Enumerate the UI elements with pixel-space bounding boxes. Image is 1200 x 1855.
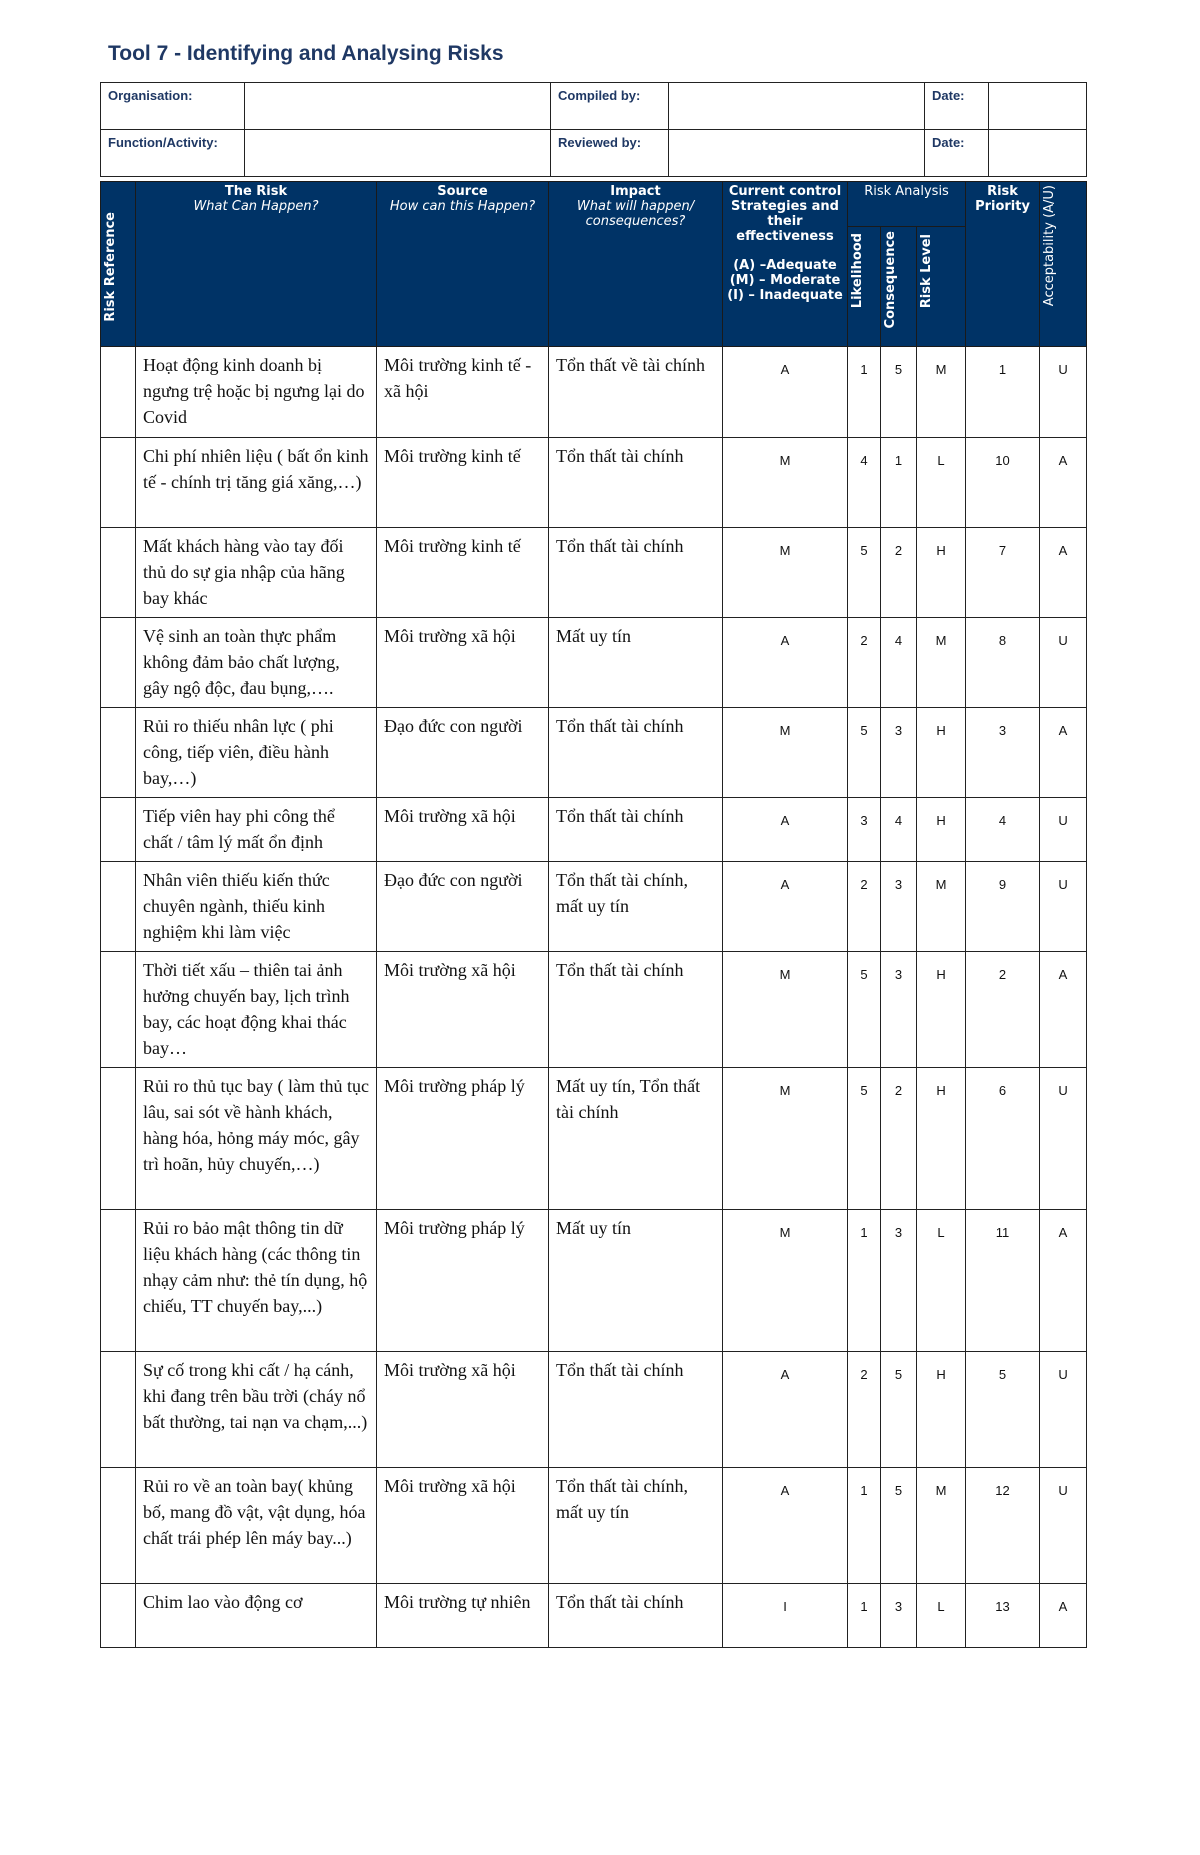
impact-cell: Mất uy tín bbox=[549, 1210, 723, 1352]
risk-reference-cell bbox=[101, 438, 136, 528]
date-field[interactable] bbox=[989, 83, 1087, 130]
col-risk-level: Risk Level bbox=[917, 226, 966, 346]
acceptability-cell: A bbox=[1040, 528, 1087, 618]
control-rating-cell: M bbox=[723, 1210, 848, 1352]
risk-priority-cell: 4 bbox=[966, 798, 1040, 862]
col-impact-subtitle: What will happen/ consequences? bbox=[576, 199, 695, 229]
risk-reference-cell bbox=[101, 1210, 136, 1352]
control-rating-cell: A bbox=[723, 798, 848, 862]
review-date-field[interactable] bbox=[989, 130, 1087, 177]
consequence-cell: 3 bbox=[881, 1584, 917, 1648]
likelihood-cell: 3 bbox=[848, 798, 881, 862]
reviewed-by-label: Reviewed by: bbox=[551, 130, 669, 177]
risk-priority-cell: 8 bbox=[966, 618, 1040, 708]
likelihood-cell: 1 bbox=[848, 347, 881, 438]
col-the-risk-subtitle: What Can Happen? bbox=[193, 199, 319, 214]
acceptability-cell: U bbox=[1040, 862, 1087, 952]
col-source-title: Source bbox=[437, 184, 488, 199]
function-activity-label: Function/Activity: bbox=[101, 130, 245, 177]
risk-row bbox=[101, 1210, 1087, 1352]
consequence-cell: 5 bbox=[881, 1468, 917, 1584]
risk-cell: Sự cố trong khi cất / hạ cánh, khi đang trên bầu trời (cháy nổ bất thường, tai nạn va chạm,...) bbox=[136, 1352, 377, 1468]
likelihood-cell: 1 bbox=[848, 1468, 881, 1584]
acceptability-cell: U bbox=[1040, 798, 1087, 862]
impact-cell: Tổn thất tài chính bbox=[549, 1584, 723, 1648]
col-likelihood: Likelihood bbox=[848, 226, 881, 346]
impact-cell: Tổn thất về tài chính bbox=[549, 347, 723, 438]
risk-cell: Vệ sinh an toàn thực phẩm không đảm bảo chất lượng, gây ngộ độc, đau bụng,…. bbox=[136, 618, 377, 708]
compiled-by-field[interactable] bbox=[669, 83, 925, 130]
source-cell: Môi trường pháp lý bbox=[377, 1210, 549, 1352]
consequence-cell: 5 bbox=[881, 347, 917, 438]
risk-level-cell: H bbox=[917, 528, 966, 618]
consequence-cell: 2 bbox=[881, 528, 917, 618]
risk-reference-cell bbox=[101, 798, 136, 862]
source-cell: Đạo đức con người bbox=[377, 862, 549, 952]
col-risk-priority: Risk Priority bbox=[966, 182, 1040, 347]
risk-reference-cell bbox=[101, 1068, 136, 1210]
acceptability-cell: A bbox=[1040, 952, 1087, 1068]
source-cell: Môi trường tự nhiên bbox=[377, 1584, 549, 1648]
risk-level-cell: H bbox=[917, 952, 966, 1068]
control-rating-cell: A bbox=[723, 862, 848, 952]
function-activity-field[interactable] bbox=[245, 130, 551, 177]
col-controls-inadequate: (I) – Inadequate bbox=[727, 288, 843, 303]
reviewed-by-field[interactable] bbox=[669, 130, 925, 177]
acceptability-cell: U bbox=[1040, 1068, 1087, 1210]
col-risk-analysis: Risk Analysis bbox=[848, 182, 966, 227]
risk-priority-cell: 10 bbox=[966, 438, 1040, 528]
risk-level-cell: M bbox=[917, 618, 966, 708]
risk-level-cell: H bbox=[917, 1352, 966, 1468]
impact-cell: Tổn thất tài chính bbox=[549, 1352, 723, 1468]
control-rating-cell: I bbox=[723, 1584, 848, 1648]
risk-cell: Mất khách hàng vào tay đối thủ do sự gia nhập của hãng bay khác bbox=[136, 528, 377, 618]
date-label: Date: bbox=[925, 83, 989, 130]
source-cell: Môi trường xã hội bbox=[377, 952, 549, 1068]
consequence-cell: 1 bbox=[881, 438, 917, 528]
control-rating-cell: A bbox=[723, 1352, 848, 1468]
risk-level-cell: L bbox=[917, 1210, 966, 1352]
risk-row bbox=[101, 862, 1087, 952]
impact-cell: Tổn thất tài chính, mất uy tín bbox=[549, 1468, 723, 1584]
risk-reference-cell bbox=[101, 1468, 136, 1584]
header-row-2 bbox=[101, 130, 1087, 177]
control-rating-cell: M bbox=[723, 952, 848, 1068]
risk-priority-cell: 7 bbox=[966, 528, 1040, 618]
likelihood-cell: 2 bbox=[848, 862, 881, 952]
likelihood-cell: 5 bbox=[848, 952, 881, 1068]
risk-level-cell: H bbox=[917, 798, 966, 862]
col-risk-reference: Risk Reference bbox=[101, 182, 136, 347]
source-cell: Môi trường xã hội bbox=[377, 798, 549, 862]
control-rating-cell: M bbox=[723, 438, 848, 528]
source-cell: Môi trường kinh tế - xã hội bbox=[377, 347, 549, 438]
col-controls-adequate: (A) –Adequate bbox=[733, 258, 837, 273]
risk-priority-cell: 12 bbox=[966, 1468, 1040, 1584]
risk-cell: Hoạt động kinh doanh bị ngưng trệ hoặc bị ngưng lại do Covid bbox=[136, 347, 377, 438]
risk-cell: Rủi ro bảo mật thông tin dữ liệu khách hàng (các thông tin nhạy cảm như: thẻ tín dụng, hộ chiếu, TT chuyến bay,...) bbox=[136, 1210, 377, 1352]
risk-cell: Chim lao vào động cơ bbox=[136, 1584, 377, 1648]
risk-reference-cell bbox=[101, 347, 136, 438]
source-cell: Môi trường xã hội bbox=[377, 618, 549, 708]
likelihood-cell: 5 bbox=[848, 1068, 881, 1210]
risk-cell: Rủi ro thiếu nhân lực ( phi công, tiếp viên, điều hành bay,…) bbox=[136, 708, 377, 798]
risk-level-cell: M bbox=[917, 1468, 966, 1584]
acceptability-cell: A bbox=[1040, 1210, 1087, 1352]
risk-reference-cell bbox=[101, 1584, 136, 1648]
source-cell: Môi trường xã hội bbox=[377, 1352, 549, 1468]
col-the-risk bbox=[136, 182, 377, 347]
likelihood-cell: 1 bbox=[848, 1210, 881, 1352]
risk-row bbox=[101, 952, 1087, 1068]
risk-row bbox=[101, 528, 1087, 618]
col-acceptability: Acceptability (A/U) bbox=[1040, 182, 1087, 347]
acceptability-cell: A bbox=[1040, 708, 1087, 798]
risk-table bbox=[100, 181, 1087, 1648]
risk-priority-cell: 6 bbox=[966, 1068, 1040, 1210]
acceptability-cell: A bbox=[1040, 438, 1087, 528]
col-current-controls bbox=[723, 182, 848, 347]
acceptability-cell: U bbox=[1040, 347, 1087, 438]
control-rating-cell: A bbox=[723, 618, 848, 708]
risk-level-cell: L bbox=[917, 438, 966, 528]
consequence-cell: 4 bbox=[881, 618, 917, 708]
consequence-cell: 3 bbox=[881, 952, 917, 1068]
impact-cell: Mất uy tín, Tổn thất tài chính bbox=[549, 1068, 723, 1210]
likelihood-cell: 4 bbox=[848, 438, 881, 528]
risk-priority-cell: 13 bbox=[966, 1584, 1040, 1648]
risk-reference-cell bbox=[101, 528, 136, 618]
risk-row bbox=[101, 347, 1087, 438]
source-cell: Môi trường xã hội bbox=[377, 1468, 549, 1584]
risk-priority-cell: 9 bbox=[966, 862, 1040, 952]
column-header-row-1 bbox=[101, 182, 1087, 227]
risk-priority-cell: 11 bbox=[966, 1210, 1040, 1352]
review-date-label: Date: bbox=[925, 130, 989, 177]
compiled-by-label: Compiled by: bbox=[551, 83, 669, 130]
control-rating-cell: A bbox=[723, 1468, 848, 1584]
risk-cell: Rủi ro về an toàn bay( khủng bố, mang đồ vật, vật dụng, hóa chất trái phép lên máy bay...) bbox=[136, 1468, 377, 1584]
impact-cell: Tổn thất tài chính bbox=[549, 708, 723, 798]
risk-cell: Chi phí nhiên liệu ( bất ổn kinh tế - chính trị tăng giá xăng,…) bbox=[136, 438, 377, 528]
risk-row bbox=[101, 618, 1087, 708]
col-impact bbox=[549, 182, 723, 347]
risk-reference-cell bbox=[101, 862, 136, 952]
risk-priority-cell: 1 bbox=[966, 347, 1040, 438]
consequence-cell: 5 bbox=[881, 1352, 917, 1468]
impact-cell: Tổn thất tài chính, mất uy tín bbox=[549, 862, 723, 952]
consequence-cell: 3 bbox=[881, 862, 917, 952]
source-cell: Môi trường kinh tế bbox=[377, 438, 549, 528]
consequence-cell: 3 bbox=[881, 1210, 917, 1352]
risk-cell: Nhân viên thiếu kiến thức chuyên ngành, thiếu kinh nghiệm khi làm việc bbox=[136, 862, 377, 952]
col-controls-title: Current control Strategies and their effectiveness bbox=[728, 184, 842, 244]
risk-level-cell: M bbox=[917, 347, 966, 438]
col-source-subtitle: How can this Happen? bbox=[389, 199, 536, 214]
risk-row bbox=[101, 708, 1087, 798]
risk-reference-cell bbox=[101, 708, 136, 798]
risk-level-cell: M bbox=[917, 862, 966, 952]
source-cell: Môi trường kinh tế bbox=[377, 528, 549, 618]
col-consequence: Consequence bbox=[881, 226, 917, 346]
risk-row bbox=[101, 438, 1087, 528]
risk-priority-cell: 2 bbox=[966, 952, 1040, 1068]
impact-cell: Mất uy tín bbox=[549, 618, 723, 708]
consequence-cell: 2 bbox=[881, 1068, 917, 1210]
risk-cell: Thời tiết xấu – thiên tai ảnh hưởng chuyến bay, lịch trình bay, các hoạt động khai thác bay… bbox=[136, 952, 377, 1068]
acceptability-cell: U bbox=[1040, 1352, 1087, 1468]
risk-row bbox=[101, 798, 1087, 862]
risk-reference-cell bbox=[101, 1352, 136, 1468]
col-source bbox=[377, 182, 549, 347]
risk-row bbox=[101, 1468, 1087, 1584]
risk-row bbox=[101, 1068, 1087, 1210]
control-rating-cell: A bbox=[723, 347, 848, 438]
col-controls-moderate: (M) – Moderate bbox=[729, 273, 841, 288]
risk-cell: Rủi ro thủ tục bay ( làm thủ tục lâu, sai sót về hành khách, hàng hóa, hỏng máy móc, gây trì hoãn, hủy chuyến,…) bbox=[136, 1068, 377, 1210]
risk-reference-cell bbox=[101, 618, 136, 708]
control-rating-cell: M bbox=[723, 1068, 848, 1210]
header-row-1 bbox=[101, 83, 1087, 130]
risk-priority-cell: 3 bbox=[966, 708, 1040, 798]
control-rating-cell: M bbox=[723, 708, 848, 798]
col-impact-title: Impact bbox=[610, 184, 661, 199]
acceptability-cell: U bbox=[1040, 1468, 1087, 1584]
risk-level-cell: H bbox=[917, 708, 966, 798]
acceptability-cell: A bbox=[1040, 1584, 1087, 1648]
risk-level-cell: H bbox=[917, 1068, 966, 1210]
col-the-risk-title: The Risk bbox=[224, 184, 288, 199]
acceptability-cell: U bbox=[1040, 618, 1087, 708]
impact-cell: Tổn thất tài chính bbox=[549, 438, 723, 528]
likelihood-cell: 1 bbox=[848, 1584, 881, 1648]
source-cell: Môi trường pháp lý bbox=[377, 1068, 549, 1210]
risk-priority-cell: 5 bbox=[966, 1352, 1040, 1468]
likelihood-cell: 2 bbox=[848, 1352, 881, 1468]
control-rating-cell: M bbox=[723, 528, 848, 618]
impact-cell: Tổn thất tài chính bbox=[549, 952, 723, 1068]
risk-level-cell: L bbox=[917, 1584, 966, 1648]
risk-row bbox=[101, 1584, 1087, 1648]
consequence-cell: 3 bbox=[881, 708, 917, 798]
organisation-field[interactable] bbox=[245, 83, 551, 130]
risk-reference-cell bbox=[101, 952, 136, 1068]
source-cell: Đạo đức con người bbox=[377, 708, 549, 798]
likelihood-cell: 5 bbox=[848, 528, 881, 618]
header-info-table bbox=[100, 82, 1087, 177]
risk-row bbox=[101, 1352, 1087, 1468]
impact-cell: Tổn thất tài chính bbox=[549, 798, 723, 862]
risk-cell: Tiếp viên hay phi công thể chất / tâm lý mất ổn định bbox=[136, 798, 377, 862]
likelihood-cell: 2 bbox=[848, 618, 881, 708]
page-title: Tool 7 - Identifying and Analysing Risks bbox=[108, 42, 504, 65]
consequence-cell: 4 bbox=[881, 798, 917, 862]
organisation-label: Organisation: bbox=[101, 83, 245, 130]
likelihood-cell: 5 bbox=[848, 708, 881, 798]
impact-cell: Tổn thất tài chính bbox=[549, 528, 723, 618]
